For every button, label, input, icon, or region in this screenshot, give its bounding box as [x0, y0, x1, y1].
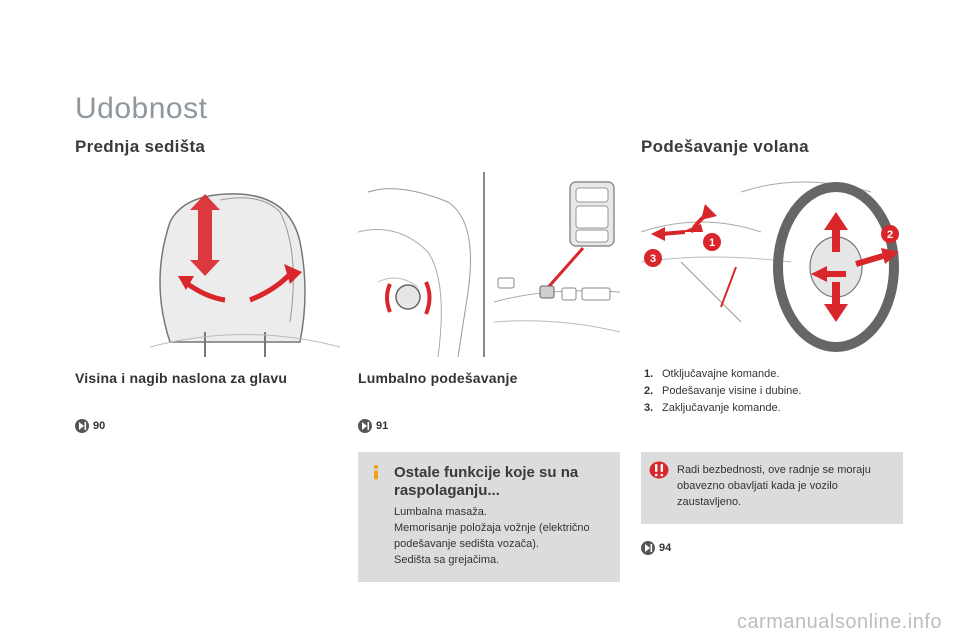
step-item: 2. Podešavanje visine i dubine.: [644, 385, 802, 397]
page-reference-91[interactable]: 91: [358, 419, 388, 433]
watermark: carmanualsonline.info: [736, 611, 942, 633]
callout-3-label: 3: [649, 253, 657, 265]
lumbar-illustration: [358, 172, 620, 357]
headrest-illustration: [150, 172, 340, 357]
info-icon: [368, 464, 384, 480]
warning-text: Radi bezbednosti, ove radnje se moraju obavezno obavljati kada je vozilo zaustavljeno.: [677, 464, 871, 508]
page-reference-icon: [641, 541, 655, 555]
callout-1-label: 1: [708, 237, 716, 249]
page-reference-90[interactable]: 90: [75, 419, 105, 433]
step-item: 3. Zaključavanje komande.: [644, 402, 781, 414]
info-box-title: Ostale funkcije koje su na raspolaganju...: [394, 464, 579, 499]
warning-box: [641, 452, 903, 524]
lumbar-caption: Lumbalno podešavanje: [358, 370, 518, 386]
steering-steps-list: [644, 366, 801, 417]
callout-2-label: 2: [886, 229, 894, 241]
step-item: 1. Otključavajne komande.: [644, 368, 780, 380]
info-box-body: Lumbalna masaža. Memorisanje položaja vožnje (električno podešavanje sedišta vozača). Sedišta sa grejačima.: [394, 506, 590, 566]
section-title-front-seats: Prednja sedišta: [75, 137, 206, 156]
page-reference-94[interactable]: 94: [641, 541, 671, 555]
page-title: Udobnost: [75, 92, 208, 125]
page-reference-icon: [358, 419, 372, 433]
warning-icon: [649, 461, 669, 479]
steering-wheel-illustration: [641, 172, 903, 357]
page-reference-icon: [75, 419, 89, 433]
headrest-caption: Visina i nagib naslona za glavu: [75, 370, 288, 386]
lumbar-knob-icon: [396, 285, 420, 309]
info-box: [358, 452, 620, 582]
section-title-steering-wheel: Podešavanje volana: [641, 137, 809, 156]
